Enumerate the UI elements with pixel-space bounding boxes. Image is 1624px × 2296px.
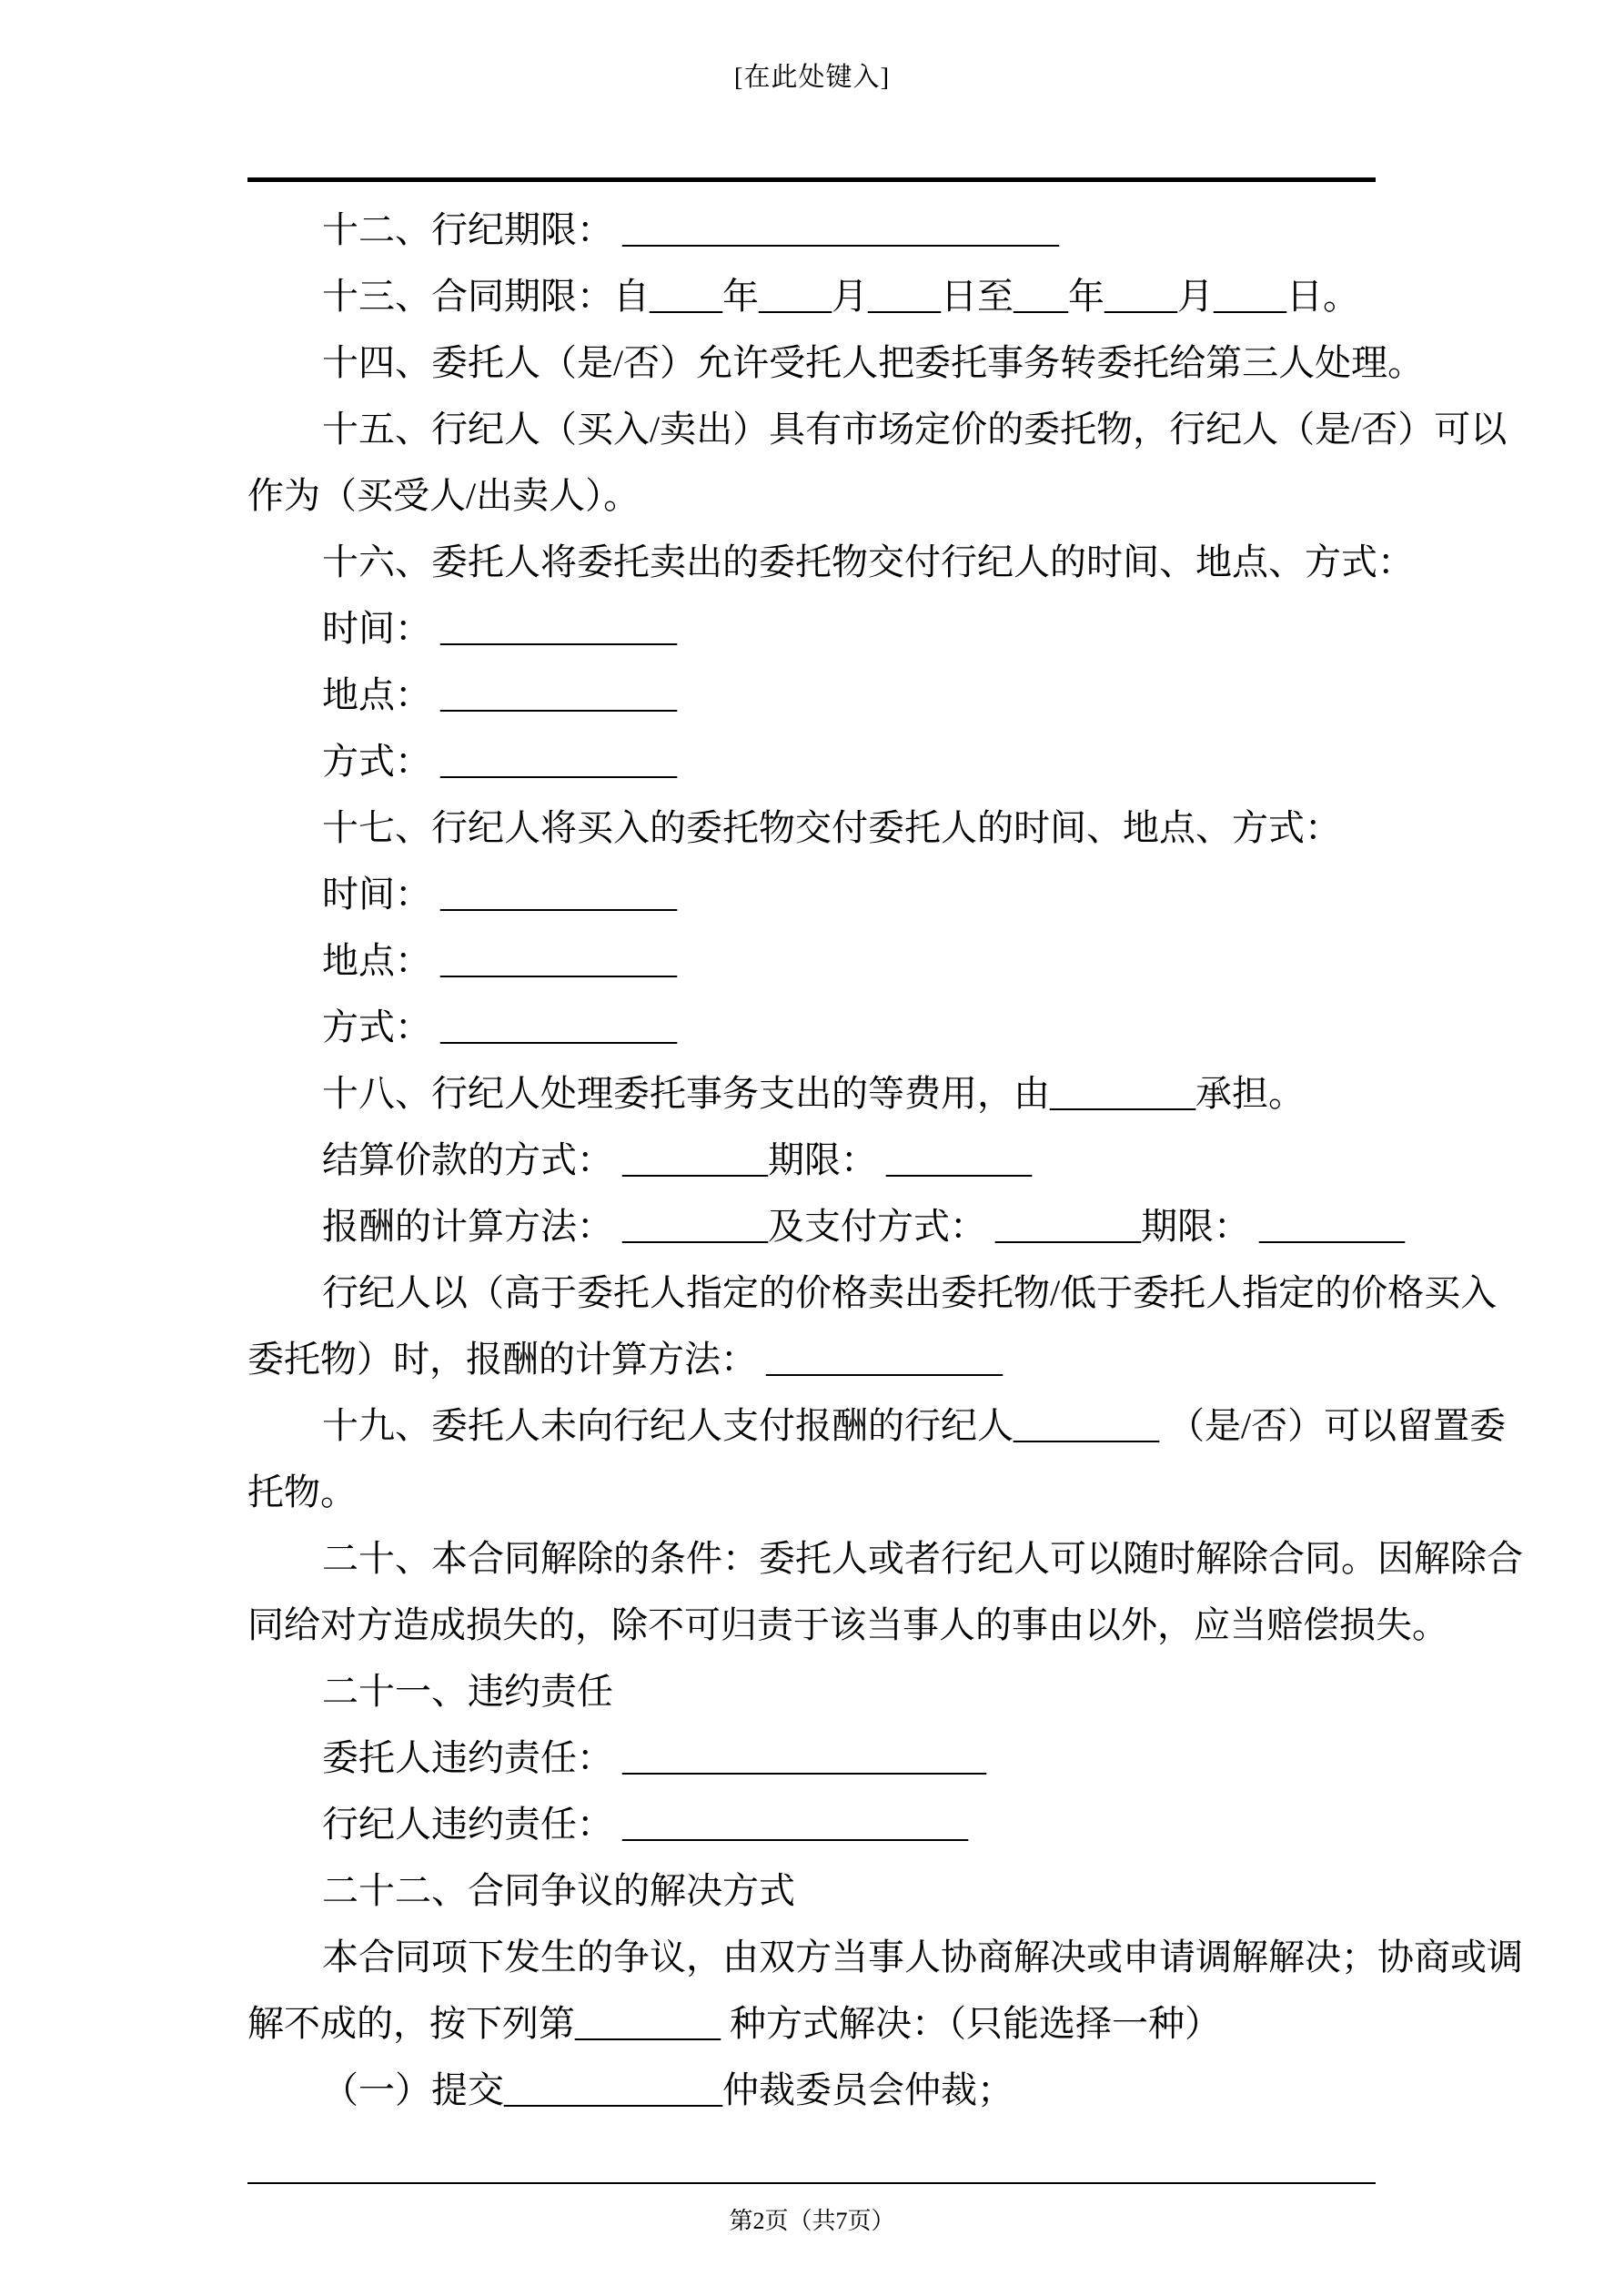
contract-line: 行纪人以（高于委托人指定的价格卖出委托物/低于委托人指定的价格买入	[322, 1272, 1498, 1313]
contract-body	[247, 197, 1523, 2123]
page-header	[0, 56, 1624, 94]
contract-line: 同给对方造成损失的，除不可归责于该当事人的事由以外，应当赔偿损失。	[247, 1604, 1448, 1645]
page-footer	[0, 2202, 1624, 2236]
contract-line: 本合同项下发生的争议，由双方当事人协商解决或申请调解解决；协商或调	[322, 1937, 1523, 1977]
contract-line: 地点： _____________	[322, 674, 677, 715]
contract-line: 十九、委托人未向行纪人支付报酬的行纪人________ （是/否）可以留置委	[322, 1405, 1507, 1446]
contract-line: （一）提交____________仲裁委员会仲裁；	[322, 2069, 1014, 2110]
contract-line: 十八、行纪人处理委托事务支出的等费用，由________承担。	[322, 1073, 1305, 1114]
contract-line: 十二、行纪期限： ________________________	[322, 209, 1059, 250]
contract-line: 结算价款的方式： ________期限： ________	[322, 1139, 1032, 1180]
contract-line: 十五、行纪人（买入/卖出）具有市场定价的委托物，行纪人（是/否）可以	[322, 409, 1508, 450]
contract-line: 报酬的计算方法： ________及支付方式： ________期限： ________	[322, 1206, 1405, 1247]
footer-rule	[247, 2182, 1376, 2184]
contract-line: 十七、行纪人将买入的委托物交付委托人的时间、地点、方式：	[322, 807, 1341, 848]
contract-line: 解不成的，按下列第________ 种方式解决：（只能选择一种）	[247, 2003, 1221, 2044]
contract-line: 时间： _____________	[322, 874, 677, 915]
contract-line: 方式： _____________	[322, 1006, 677, 1047]
contract-line: 二十一、违约责任	[322, 1671, 613, 1712]
contract-line: 委托物）时，报酬的计算方法： _____________	[247, 1339, 1003, 1380]
contract-line: 十三、合同期限：自____年____月____日至___年____月____日。	[322, 276, 1359, 317]
contract-line: 托物。	[247, 1472, 357, 1512]
contract-line: 十四、委托人（是/否）允许受托人把委托事务转委托给第三人处理。	[322, 342, 1425, 383]
header-rule	[247, 177, 1376, 182]
page-number: 第2页（共7页）	[729, 2208, 895, 2234]
contract-line: 行纪人违约责任： ___________________	[322, 1804, 968, 1845]
contract-line: 方式： _____________	[322, 741, 677, 782]
contract-line: 十六、委托人将委托卖出的委托物交付行纪人的时间、地点、方式：	[322, 541, 1414, 582]
contract-line: 委托人违约责任： ____________________	[322, 1737, 986, 1778]
contract-line: 地点： _____________	[322, 940, 677, 981]
contract-line: 作为（买受人/出卖人）。	[247, 475, 641, 516]
header-placeholder-text: [在此处键入]	[733, 63, 891, 92]
contract-line: 二十二、合同争议的解决方式	[322, 1870, 795, 1911]
contract-line: 时间： _____________	[322, 608, 677, 649]
contract-line: 二十、本合同解除的条件：委托人或者行纪人可以随时解除合同。因解除合	[322, 1538, 1523, 1579]
